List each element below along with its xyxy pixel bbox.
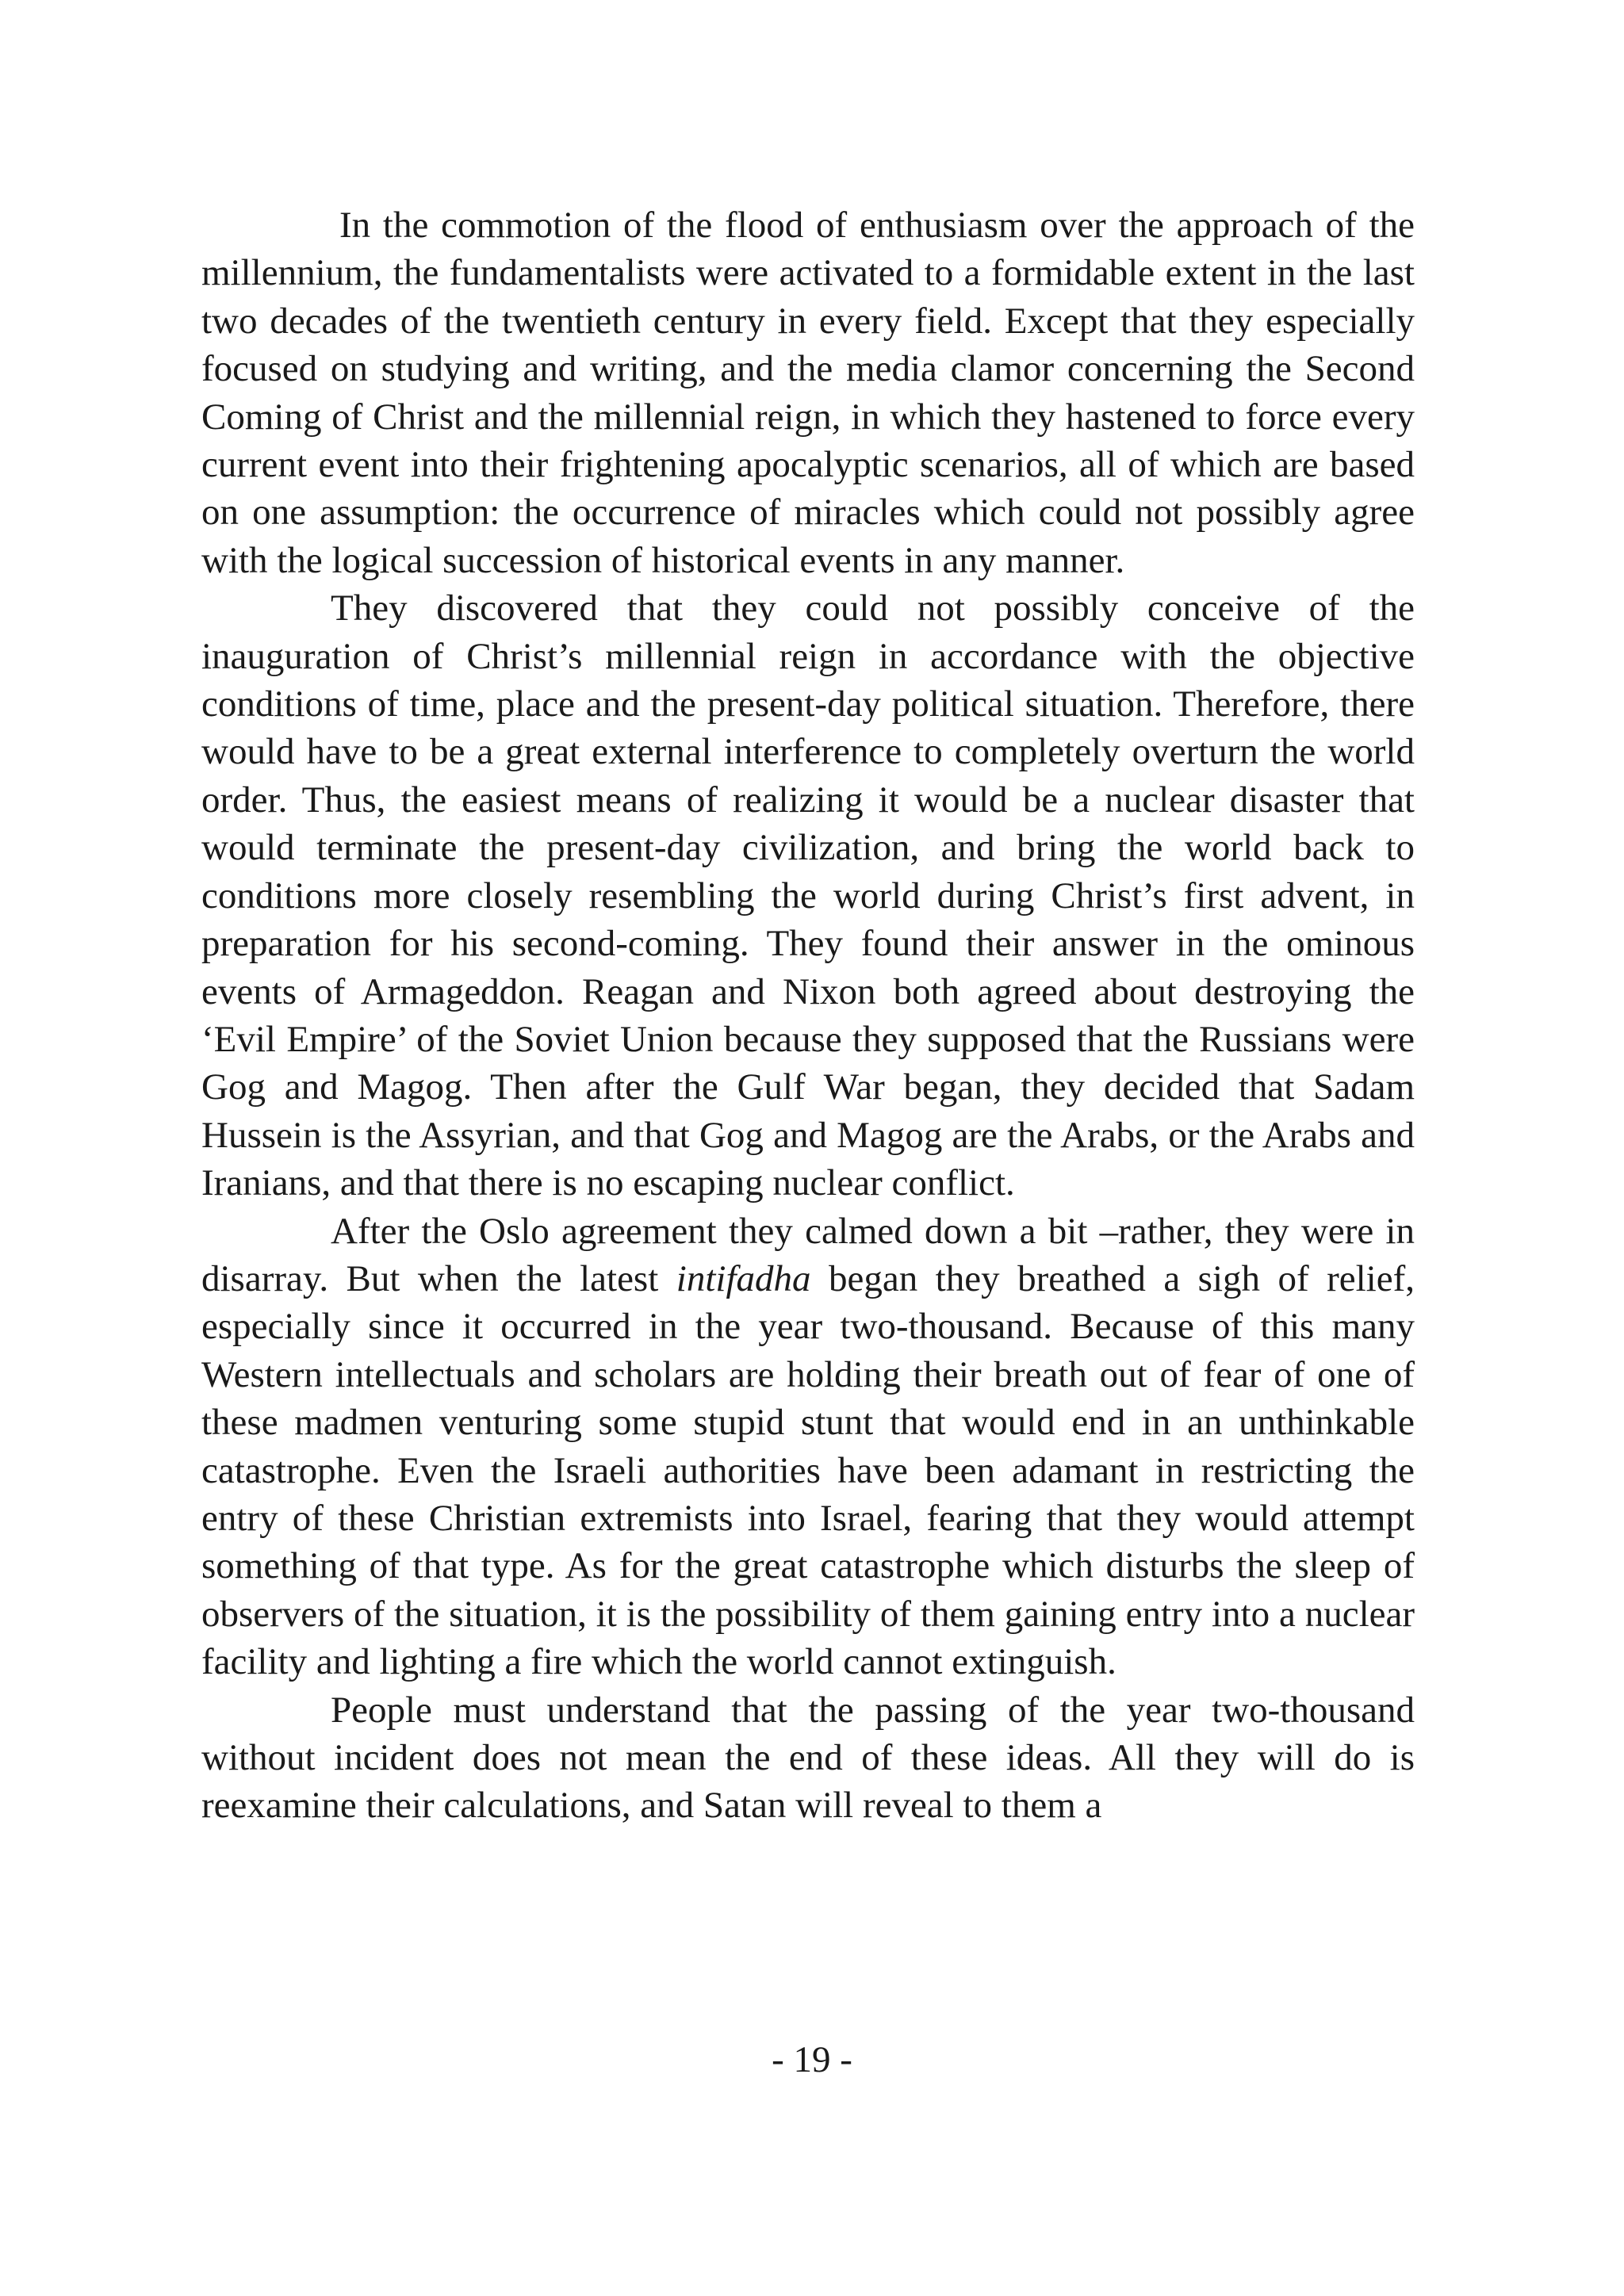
paragraph-2: They discovered that they could not possibly conceive of the inauguration of Christ’s millennial reign in accordance with the objective conditions of time, place and the present-day political situation. Therefore, there would have to be a great external interference to completely overturn the world order. Thus, the easiest means of realizing it would be a nuclear disaster that would terminate the present-day civilization, and bring the world back to conditions more closely resembling the world during Christ’s first advent, in preparation for his second-coming. They found their answer in the ominous events of Armageddon. Reagan and Nixon both agreed about destroying the ‘Evil Empire’ of the Soviet Union because they supposed that the Russians were Gog and Magog. Then after the Gulf War began, they decided that Sadam Hussein is the Assyrian, and that Gog and Magog are the Arabs, or the Arabs and Iranians, and that there is no escaping nuclear conflict. (201, 587, 1415, 1204)
italic-term-intifadha: intifadha (676, 1257, 811, 1299)
paragraph-4: People must understand that the passing of the year two-thousand without incident does not mean the end of these ideas. All they will do is reexamine their calculations, and Satan will reveal to them a (201, 1689, 1415, 1827)
paragraph-3-text-before: After the Oslo agreement they calmed down a bit –rather, they were in disarray. But when the latest (201, 1210, 1415, 1299)
body-text (201, 201, 1415, 1830)
page-number: - 19 - (772, 2039, 852, 2080)
paragraph-1: In the commotion of the flood of enthusiasm over the approach of the millennium, the fundamentalists were activated to a formidable extent in the last two decades of the twentieth century in every field. Except that they especially focused on studying and writing, and the media clamor concerning the Second Coming of Christ and the millennial reign, in which they hastened to force every current event into their frightening apocalyptic scenarios, all of which are based on one assumption: the occurrence of miracles which could not possibly agree with the logical succession of historical events in any manner. (201, 205, 1415, 581)
paragraph-3 (201, 1207, 1415, 1686)
paragraph-3-text-after: began they breathed a sigh of relief, especially since it occurred in the year two-thousand. Because of this many Western intellectuals and scholars are holding their breath out of fear of one of these madmen venturing some stupid stunt that would end in an unthinkable catastrophe. Even the Israeli authorities have been adamant in restricting the entry of these Christian extremists into Israel, fearing that they would attempt something of that type. As for the great catastrophe which disturbs the sleep of observers of the situation, it is the possibility of them gaining entry into a nuclear facility and lighting a fire which the world cannot extinguish. (201, 1257, 1415, 1683)
